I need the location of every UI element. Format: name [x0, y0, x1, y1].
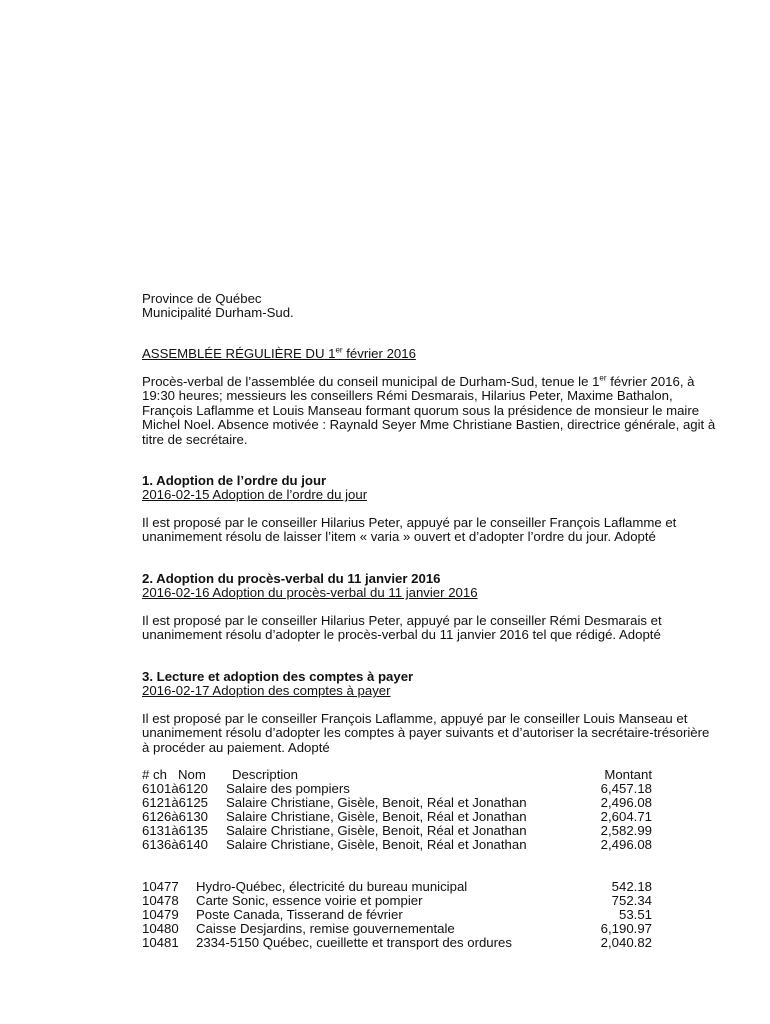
header-ch: # ch — [142, 767, 167, 782]
cheque-number: 10481 — [142, 935, 179, 950]
row-description: Caisse Desjardins, remise gouvernementale — [196, 921, 455, 936]
row-amount: 2,582.99 — [600, 823, 652, 838]
row-description: Salaire Christiane, Gisèle, Benoit, Réal et Jonathan — [226, 795, 527, 810]
section-2-body: Il est proposé par le conseiller Hilarius Peter, appuyé par le conseiller Rémi Desmarais et unanimement résolu d’adopter le procès-verbal du 11 janvier 2016 tel que rédigé. Adopté — [142, 613, 662, 643]
table-row — [142, 894, 652, 908]
cheque-number: 10478 — [142, 893, 179, 908]
cheque-range: 6136à6140 — [142, 837, 209, 852]
row-amount: 2,496.08 — [600, 837, 652, 852]
cheque-range: 6101à6120 — [142, 781, 209, 796]
title-superscript: er — [335, 345, 343, 355]
cheque-number: 10480 — [142, 921, 179, 936]
row-amount: 752.34 — [611, 893, 652, 908]
section-3 — [142, 670, 717, 699]
section-heading: 3. Lecture et adoption des comptes à payer — [142, 669, 414, 684]
row-amount: 53.51 — [618, 907, 652, 922]
section-2 — [142, 572, 717, 601]
header-nom: Nom — [178, 767, 206, 782]
cheque-number: 10479 — [142, 907, 179, 922]
section-heading: 2. Adoption du procès-verbal du 11 janvier 2016 — [142, 571, 441, 586]
table-row — [142, 824, 652, 838]
row-amount: 2,496.08 — [600, 795, 652, 810]
meeting-title-text — [142, 346, 416, 361]
document-header — [142, 292, 717, 321]
resolution-title: 2016-02-17 Adoption des comptes à payer — [142, 683, 391, 699]
table-row — [142, 838, 652, 852]
table-row — [142, 810, 652, 824]
row-amount: 6,190.97 — [600, 921, 652, 936]
intro-part2: février 2016, à 19:30 heures; messieurs les conseillers Rémi Desmarais, Hilarius Peter, Maxime Bathalon, François Laflamme et Louis Manseau formant quorum sous la présidence de monsieur le maire Michel Noel. Absence motivée : Raynald Seyer Mme Christiane Bastien, directrice générale, agit à titre de secrétaire. — [142, 374, 716, 447]
title-prefix: ASSEMBLÉE RÉGULIÈRE DU 1 — [142, 346, 336, 361]
title-suffix: février 2016 — [342, 346, 416, 361]
row-description: Carte Sonic, essence voirie et pompier — [196, 893, 423, 908]
accounts-table — [142, 768, 652, 958]
table-header — [142, 768, 652, 782]
section-1-body: Il est proposé par le conseiller Hilarius Peter, appuyé par le conseiller François Laflamme et unanimement résolu de laisser l’item « varia » ouvert et d’adopter l’ordre du jour. Adopté — [142, 515, 677, 545]
header-montant: Montant — [604, 767, 652, 782]
table-row — [142, 796, 652, 810]
municipality-line: Municipalité Durham-Sud. — [142, 305, 294, 321]
row-amount: 2,604.71 — [600, 809, 652, 824]
header-description: Description — [232, 767, 298, 782]
cheque-number: 10477 — [142, 879, 179, 894]
row-amount: 6,457.18 — [600, 781, 652, 796]
row-description: Salaire des pompiers — [226, 781, 350, 796]
row-description: Hydro-Québec, électricité du bureau municipal — [196, 879, 468, 894]
row-description: 2334-5150 Québec, cueillette et transport des ordures — [196, 935, 512, 950]
cheque-range: 6121à6125 — [142, 795, 209, 810]
row-description: Salaire Christiane, Gisèle, Benoit, Réal et Jonathan — [226, 809, 527, 824]
row-amount: 542.18 — [611, 879, 652, 894]
section-heading: 1. Adoption de l’ordre du jour — [142, 473, 327, 488]
meeting-title — [142, 347, 717, 361]
intro-part1: Procès-verbal de l’assemblée du conseil municipal de Durham-Sud, tenue le 1 — [142, 374, 600, 389]
table-row — [142, 880, 652, 894]
table-row — [142, 922, 652, 936]
province-line: Province de Québec — [142, 291, 262, 306]
table-row — [142, 782, 652, 796]
row-amount: 2,040.82 — [600, 935, 652, 950]
intro-superscript: er — [599, 373, 607, 383]
section-1 — [142, 474, 717, 503]
cheque-range: 6126à6130 — [142, 809, 209, 824]
row-description: Salaire Christiane, Gisèle, Benoit, Réal et Jonathan — [226, 837, 527, 852]
table-row — [142, 908, 652, 922]
resolution-title: 2016-02-15 Adoption de l’ordre du jour — [142, 487, 368, 503]
table-row — [142, 936, 652, 950]
resolution-title: 2016-02-16 Adoption du procès-verbal du 11 janvier 2016 — [142, 585, 478, 601]
row-description: Salaire Christiane, Gisèle, Benoit, Réal et Jonathan — [226, 823, 527, 838]
row-description: Poste Canada, Tisserand de février — [196, 907, 403, 922]
intro-paragraph — [142, 375, 717, 447]
section-3-body: Il est proposé par le conseiller François Laflamme, appuyé par le conseiller Louis Manseau et unanimement résolu d’adopter les comptes à payer suivants et d’autoriser la secrétaire-trésorière à procéder au paiement. Adopté — [142, 711, 710, 755]
cheque-range: 6131à6135 — [142, 823, 209, 838]
